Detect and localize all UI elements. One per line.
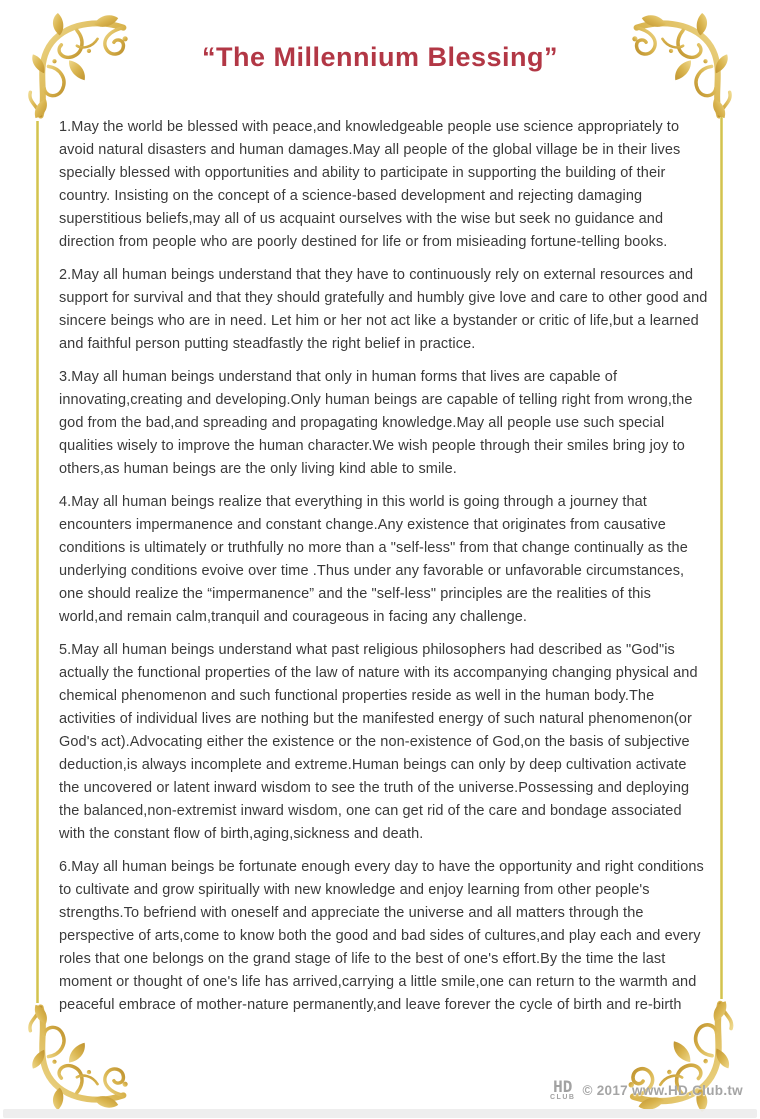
watermark	[550, 1079, 743, 1101]
page-title: “The Millennium Blessing”	[201, 42, 559, 72]
paragraph-2: 2.May all human beings understand that they have to continuously rely on external resources and support for survival and that they should gratefully and humbly give love and care to other good and sincere beings who are in need. Let him or her not act like a bystander or critic of life,but a learned and faithful person putting steadfastly the right belief in practice.	[59, 267, 708, 352]
bottom-edge-strip	[3, 1109, 757, 1118]
paragraph-5: 5.May all human beings understand what past religious philosophers had described as "God"is actually the functional properties of the law of nature with its accompanying changing physical and chemical phenomenon and such functional properties reside as well in the human body.The activities of individual lives are nothing but the manifested energy of such natural phenomenon(or God's act).Advocating either the existence or the non-existence of God,on the basis of subjective deduction,is always incomplete and extreme.Human beings can only by deep cultivation activate the uncovered or latent inward wisdom to see the truth of the universe.Possessing and deploying the balanced,non-extremist inward wisdom, one can get rid of the care and bondage associated with the constant flow of birth,aging,sickness and death.	[59, 642, 698, 842]
paragraph-3: 3.May all human beings understand that only in human forms that lives are capable of innovating,creating and developing.Only human beings are capable of telling right from wrong,the god from the bad,and spreading and propagating knowledge.May all people use such special qualities wisely to improve the human character.We wish people through their smiles bring joy to others,as human beings are the only living kind able to smile.	[59, 369, 693, 477]
hdclub-logo	[550, 1079, 575, 1101]
right-border-rule	[720, 117, 723, 999]
hdclub-logo-club: CLUB	[550, 1094, 576, 1101]
paragraph-1: 1.May the world be blessed with peace,and knowledgeable people use science appropriately to avoid natural disasters and human damages.May all people of the global village be in their lives specially blessed with opportunities and ability to participate in supporting the building of their country. Insisting on the concept of a science-based development and rejecting damaging superstitious beliefs,may all of us acquaint ourselves with the wise but seek no guidance and direction from people who are poorly destined for life or from misieading fortune-telling books.	[59, 119, 681, 250]
document-body	[59, 116, 709, 1027]
hdclub-logo-hd: HD	[553, 1077, 573, 1096]
left-border-rule	[36, 121, 39, 1003]
paragraph-6: 6.May all human beings be fortunate enough every day to have the opportunity and right conditions to cultivate and grow spiritually with new knowledge and enjoy learning from other people's strengths.To befriend with oneself and appreciate the universe and all matters through the perspective of arts,come to know both the good and bad sides of cultures,and play each and every roles that one belongs on the grand stage of life to the best of one's effort.By the time the last moment or thought of one's life has arrived,carrying a little smile,one can return to the warmth and peaceful embrace of mother-nature permanently,and leave forever the cycle of birth and re-birth	[59, 859, 704, 1013]
copyright-text: © 2017 www.HD.Club.tw	[582, 1082, 743, 1098]
paragraph-4: 4.May all human beings realize that everything in this world is going through a journey that encounters impermanence and constant change.Any existence that originates from causative conditions is ultimately or truthfully no more than a "self-less" from that change continually as the underlying conditions evoive over time .Thus under any favorable or unfavorable circumstances, one should realize the “impermanence” and the "self-less" principles are the realities of this world,and remain calm,tranquil and courageous in facing any challenge.	[59, 494, 688, 625]
